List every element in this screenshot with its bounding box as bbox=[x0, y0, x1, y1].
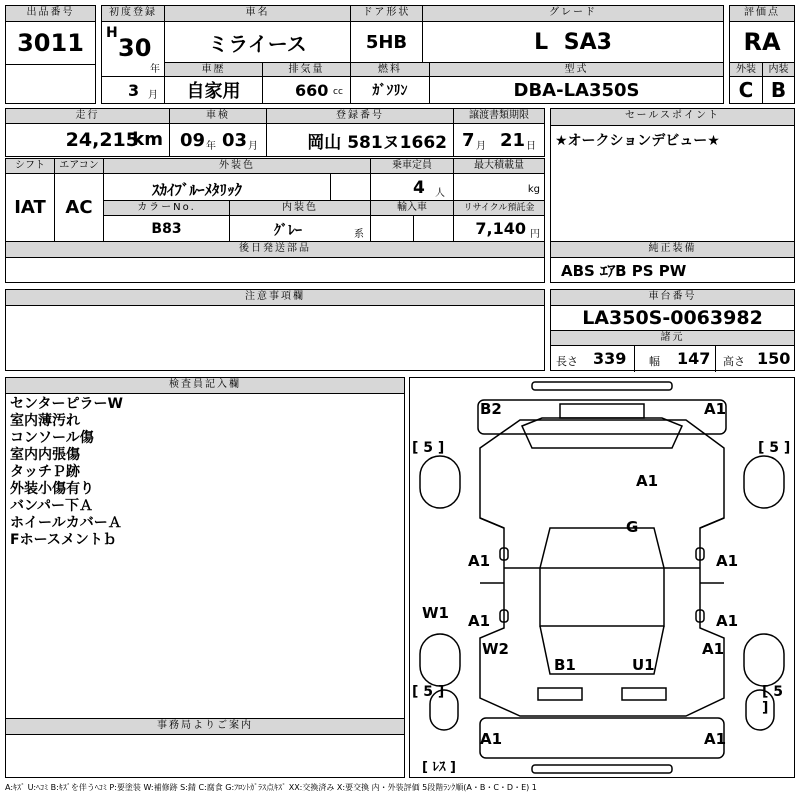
transfer-day-unit: 日 bbox=[526, 141, 536, 152]
ext-color-label: 外装色 bbox=[103, 158, 371, 174]
door-label: ドア形状 bbox=[350, 5, 423, 22]
shift-label: シフト bbox=[5, 158, 55, 174]
exterior-grade: C bbox=[729, 76, 763, 104]
car-outline bbox=[410, 378, 794, 777]
later-parts-label: 後日発送部品 bbox=[5, 241, 545, 258]
int-color-label: 内装色 bbox=[229, 200, 371, 216]
first-reg-year bbox=[101, 21, 165, 77]
inspection-year: 09 bbox=[180, 130, 206, 151]
damage-mark: A1 bbox=[716, 552, 739, 570]
damage-mark: A1 bbox=[636, 472, 659, 490]
displacement-label: 排気量 bbox=[262, 62, 351, 77]
height-value: 150 bbox=[757, 349, 791, 368]
inspection-month-unit: 月 bbox=[248, 141, 258, 152]
month-unit: 月 bbox=[148, 90, 158, 101]
note-line: コンソール傷 bbox=[10, 430, 94, 446]
model: DBA-LA350S bbox=[429, 76, 724, 104]
car-diagram bbox=[409, 377, 795, 778]
fuel-label: 燃料 bbox=[350, 62, 430, 77]
inspection-year-unit: 年 bbox=[206, 141, 216, 152]
damage-mark: A1 bbox=[468, 552, 491, 570]
specs bbox=[550, 345, 795, 371]
equipment: ABS ｴｱB PS PW bbox=[550, 257, 795, 283]
era: H bbox=[106, 25, 118, 41]
import bbox=[370, 215, 454, 242]
int-color-value: ｸﾞﾚｰ bbox=[274, 223, 302, 239]
inspector-notes bbox=[5, 393, 405, 719]
capacity bbox=[370, 173, 454, 201]
divider bbox=[715, 346, 716, 372]
max-load-label: 最大積載量 bbox=[453, 158, 545, 174]
damage-mark: W2 bbox=[482, 640, 509, 658]
caution-label: 注意事項欄 bbox=[5, 289, 545, 306]
plate-label: 登録番号 bbox=[266, 108, 454, 124]
aircon: AC bbox=[54, 173, 104, 242]
note-line: Fホースメントｂ bbox=[10, 532, 117, 548]
lot-number: 3011 bbox=[5, 21, 96, 65]
score-label: 評価点 bbox=[729, 5, 795, 22]
inspector-label: 検査員記入欄 bbox=[5, 377, 405, 394]
length-label: 長さ bbox=[556, 355, 578, 368]
chassis-label: 車台番号 bbox=[550, 289, 795, 306]
damage-mark: A1 bbox=[468, 612, 491, 630]
first-reg-label: 初度登録 bbox=[101, 5, 165, 22]
tire-tread: [ 5 ] bbox=[412, 684, 445, 700]
inspection-month: 03 bbox=[222, 130, 248, 151]
sales-point-label: セールスポイント bbox=[550, 108, 795, 126]
inspection bbox=[169, 123, 267, 157]
plate: 岡山 581ヌ1662 bbox=[266, 123, 454, 157]
capacity-label: 乗車定員 bbox=[370, 158, 454, 174]
history-label: 車歴 bbox=[164, 62, 263, 77]
height-label: 高さ bbox=[723, 355, 745, 368]
note-line: バンパー下Ａ bbox=[10, 498, 94, 514]
car-name-label: 車名 bbox=[164, 5, 351, 22]
damage-mark: W1 bbox=[422, 604, 449, 622]
sales-point: ★オークションデビュー★ bbox=[550, 125, 795, 242]
note-line: センターピラーW bbox=[10, 396, 123, 412]
later-parts bbox=[5, 257, 545, 283]
damage-mark: B1 bbox=[554, 656, 576, 674]
note-line: ホイールカバーＡ bbox=[10, 515, 122, 531]
divider bbox=[413, 216, 414, 243]
ext-color bbox=[103, 173, 371, 201]
damage-mark: U1 bbox=[632, 656, 655, 674]
divider bbox=[634, 346, 635, 372]
exterior-label: 外装 bbox=[729, 62, 763, 77]
grade-label: グレード bbox=[422, 5, 724, 22]
model-label: 型式 bbox=[429, 62, 724, 77]
note-line: 室内内張傷 bbox=[10, 447, 80, 463]
caution bbox=[5, 305, 545, 371]
year-unit: 年 bbox=[150, 64, 160, 75]
office-label: 事務局よりご案内 bbox=[5, 718, 405, 735]
interior-label: 内装 bbox=[762, 62, 795, 77]
recycle-value: 7,140 bbox=[475, 219, 526, 238]
first-reg-year-value: 30 bbox=[118, 34, 152, 62]
lot-blank bbox=[5, 64, 96, 104]
displacement-unit: cc bbox=[333, 87, 343, 97]
grade: L SA3 bbox=[422, 21, 724, 63]
max-load-unit: kg bbox=[527, 184, 540, 195]
ext-color-value: ｽｶｲﾌﾞﾙｰﾒﾀﾘｯｸ bbox=[152, 181, 243, 199]
damage-mark: A1 bbox=[480, 730, 503, 748]
transfer bbox=[453, 123, 545, 157]
door-type: 5HB bbox=[350, 21, 423, 63]
int-color-suffix: 系 bbox=[354, 229, 364, 240]
first-reg-month bbox=[101, 76, 165, 104]
first-reg-month-value: 3 bbox=[128, 81, 140, 100]
note-line: 室内薄汚れ bbox=[10, 413, 80, 429]
car-name: ミライース bbox=[164, 21, 351, 63]
import-label: 輸入車 bbox=[370, 200, 454, 216]
transfer-label: 譲渡書類期限 bbox=[453, 108, 545, 124]
tire-tread: [ 5 ] bbox=[412, 440, 445, 456]
capacity-value: 4 bbox=[413, 178, 425, 198]
damage-mark: B2 bbox=[480, 400, 502, 418]
equipment-label: 純正装備 bbox=[550, 241, 795, 258]
recycle-label: リサイクル預託金 bbox=[453, 200, 545, 216]
aircon-label: エアコン bbox=[54, 158, 104, 174]
width-label: 幅 bbox=[649, 355, 660, 368]
max-load bbox=[453, 173, 545, 201]
mileage-value: 24,215 bbox=[65, 129, 139, 151]
int-color bbox=[229, 215, 371, 242]
color-no-label: カラーNo. bbox=[103, 200, 230, 216]
lot-label: 出品番号 bbox=[5, 5, 96, 22]
shift: IAT bbox=[5, 173, 55, 242]
fuel: ｶﾞｿﾘﾝ bbox=[350, 76, 430, 104]
note-line: 外装小傷有り bbox=[10, 481, 94, 497]
inspection-label: 車検 bbox=[169, 108, 267, 124]
note-line: タッチＰ跡 bbox=[10, 464, 80, 480]
office-notice bbox=[5, 734, 405, 778]
spare-tire: [ ﾚｽ ] bbox=[422, 760, 456, 775]
length-value: 339 bbox=[593, 349, 627, 368]
score: RA bbox=[729, 21, 795, 63]
mileage-unit: km bbox=[132, 129, 163, 150]
color-no: B83 bbox=[103, 215, 230, 242]
history: 自家用 bbox=[164, 76, 263, 104]
tire-tread: [ 5 ] bbox=[762, 684, 784, 716]
recycle-unit: 円 bbox=[530, 229, 540, 240]
mileage-label: 走行 bbox=[5, 108, 170, 124]
divider bbox=[330, 174, 331, 202]
tire-tread: [ 5 ] bbox=[758, 440, 791, 456]
damage-mark: A1 bbox=[704, 400, 727, 418]
interior-grade: B bbox=[762, 76, 795, 104]
transfer-month-unit: 月 bbox=[476, 141, 486, 152]
transfer-day: 21 bbox=[500, 130, 526, 151]
recycle bbox=[453, 215, 545, 242]
specs-label: 諸元 bbox=[550, 330, 795, 346]
damage-mark: A1 bbox=[704, 730, 727, 748]
displacement-value: 660 bbox=[295, 81, 329, 100]
mileage bbox=[5, 123, 170, 157]
damage-mark: G bbox=[626, 518, 639, 536]
displacement bbox=[262, 76, 351, 104]
damage-mark: A1 bbox=[716, 612, 739, 630]
legend: A:ｷｽﾞ U:ﾍｺﾐ B:ｷｽﾞを伴うﾍｺﾐ P:要塗装 W:補修跡 S:錆 C:腐食 G:ﾌﾛﾝﾄｶﾞﾗｽ点ｷｽﾞ XX:交換済み X:要交換 内・外装評価 5段階ﾗﾝｸ順(A・B・C・D・E) 1 bbox=[5, 783, 537, 792]
chassis-number: LA350S-0063982 bbox=[550, 305, 795, 331]
transfer-month: 7 bbox=[462, 130, 475, 151]
damage-mark: A1 bbox=[702, 640, 725, 658]
width-value: 147 bbox=[677, 349, 711, 368]
capacity-unit: 人 bbox=[435, 188, 445, 199]
